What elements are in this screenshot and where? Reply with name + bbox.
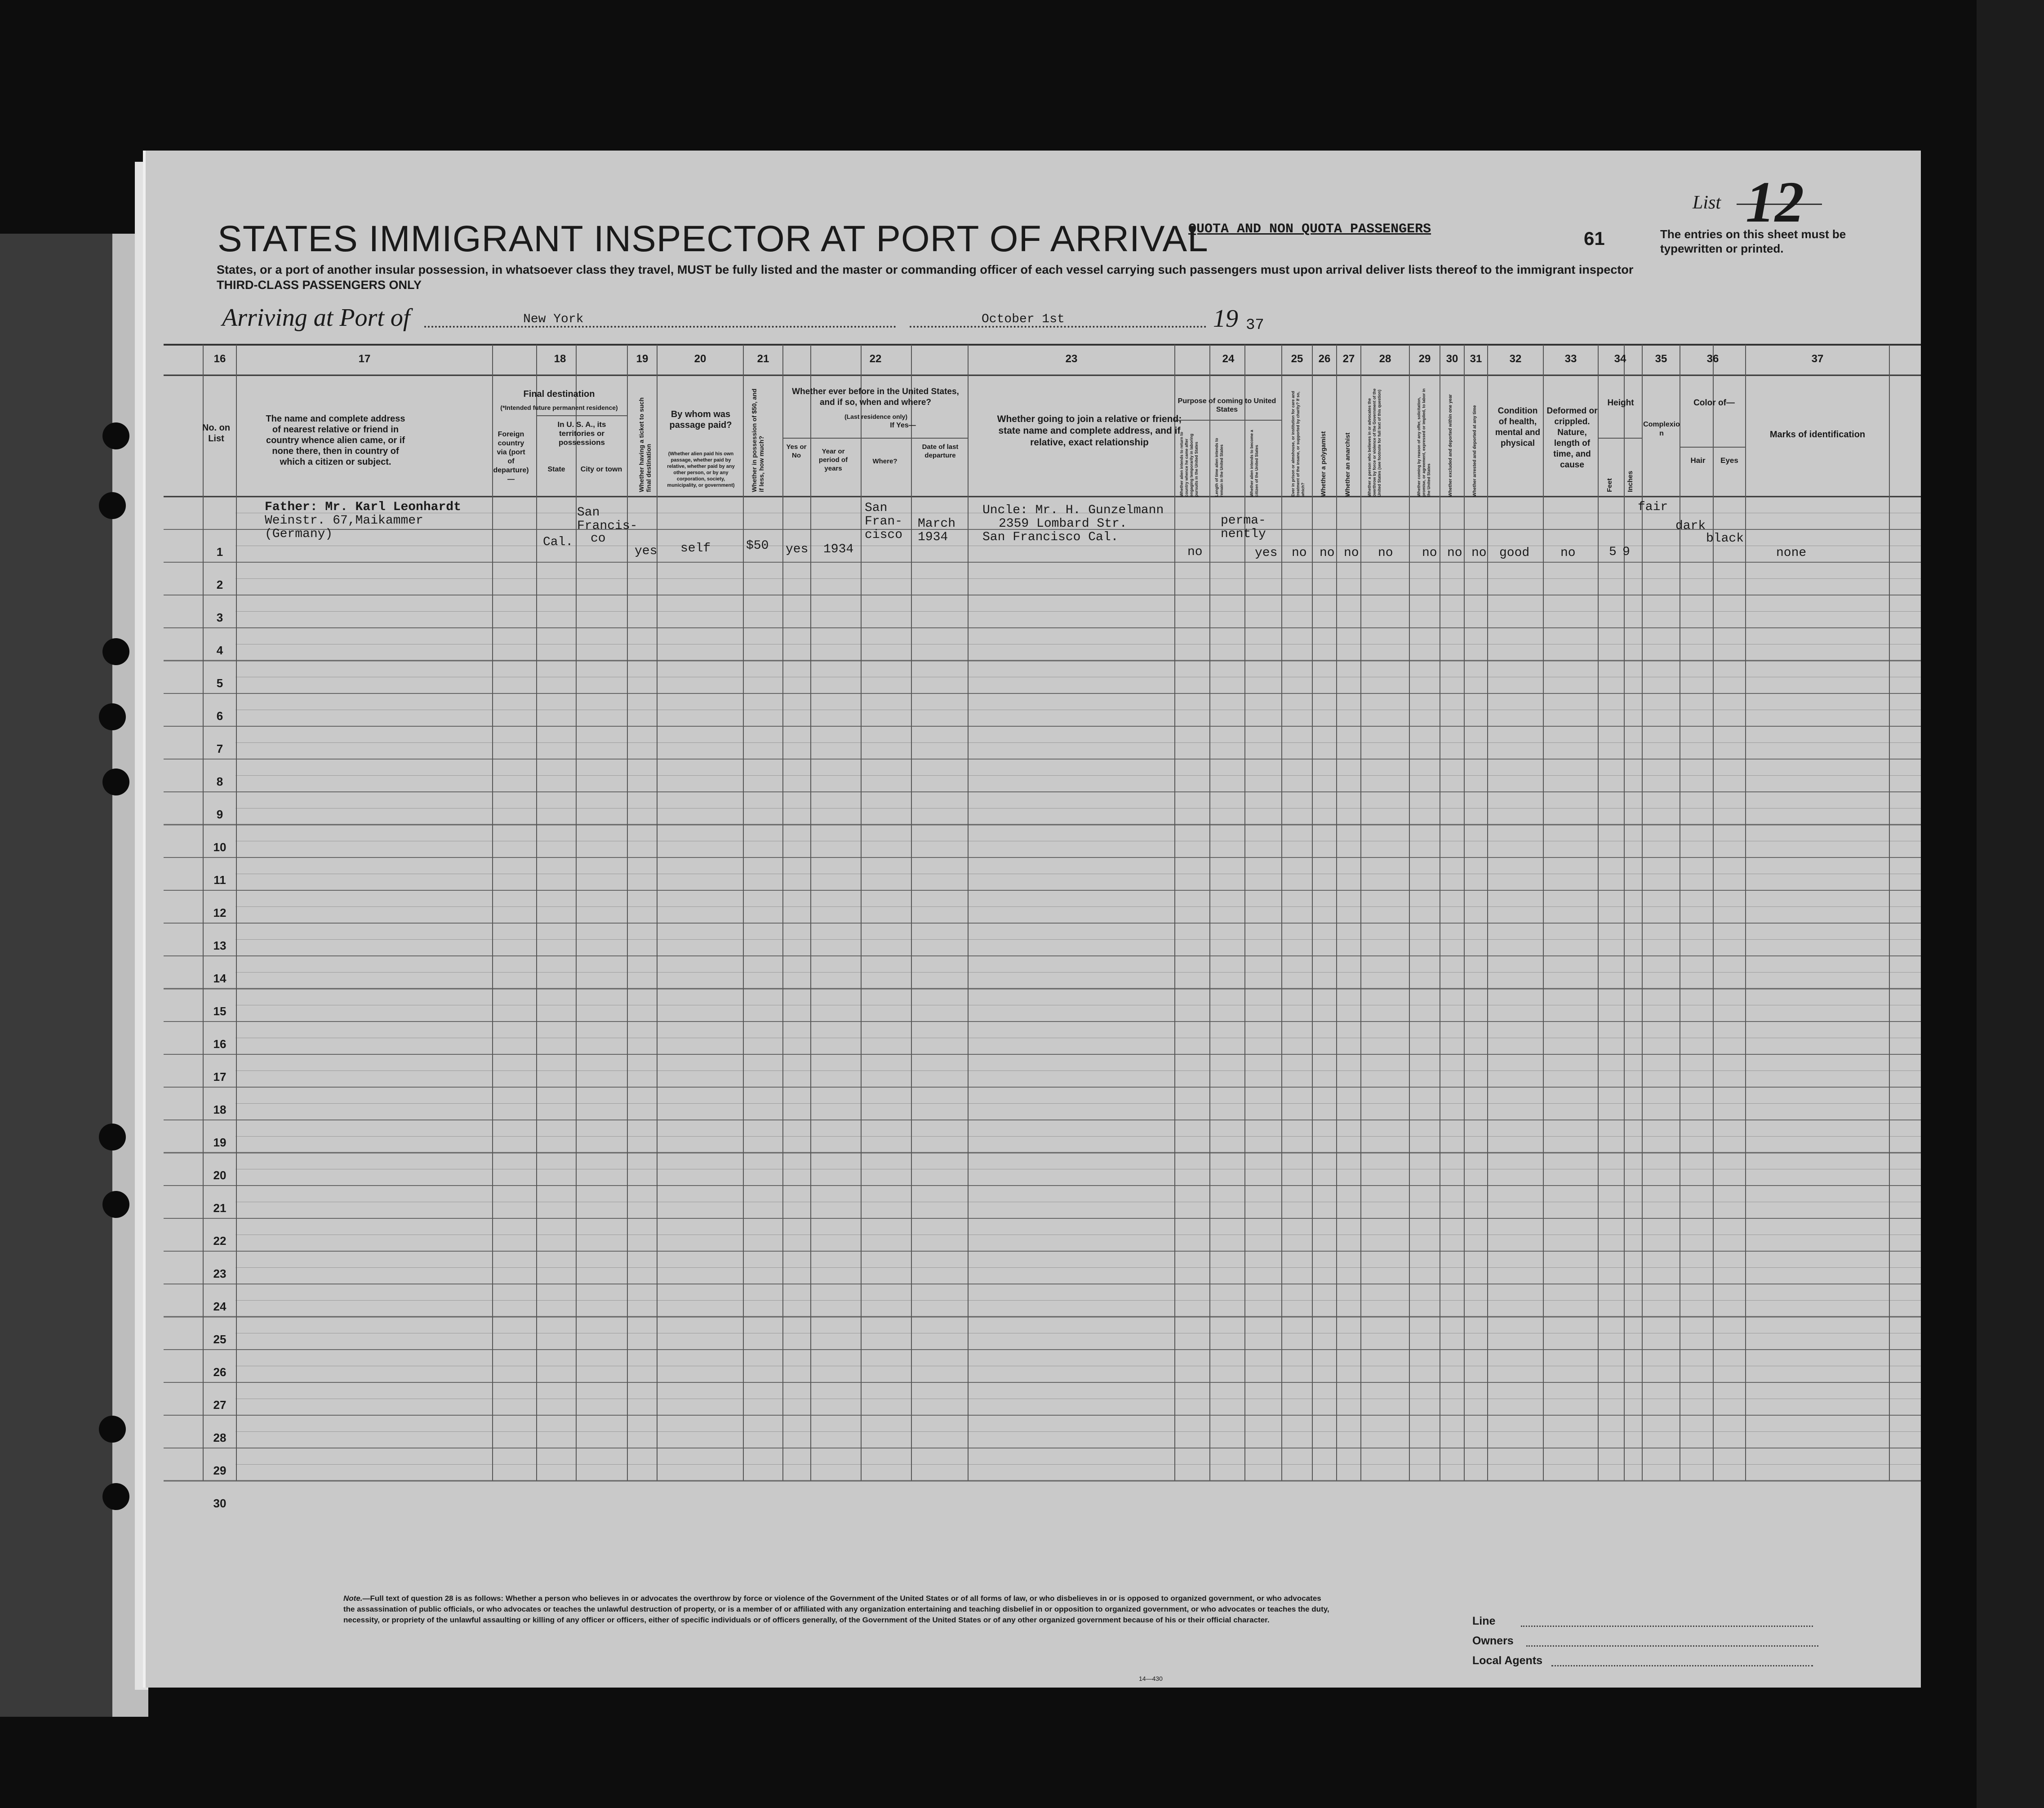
column-number-16: 16 — [213, 353, 226, 365]
column-number-27: 27 — [1342, 353, 1355, 365]
row-number: 23 — [213, 1267, 227, 1280]
row-number: 21 — [213, 1201, 227, 1215]
join-line-1: Uncle: Mr. H. Gunzelmann — [982, 503, 1164, 517]
col29-label: Whether coming by reason of any offer, solicitation, promise, or agreement, expressed or implied, to labor in the United States — [1417, 388, 1431, 497]
complexion-value: fair — [1638, 500, 1668, 514]
relative-line-2: Weinstr. 67,Maikammer — [265, 514, 423, 528]
row-number: 13 — [213, 939, 227, 952]
date-value: October 1st — [982, 312, 1065, 326]
col24-length: Length of time alien intends to remain in the United States — [1214, 438, 1224, 497]
year-suffix: 37 — [1246, 317, 1264, 334]
agents-rule — [1551, 1665, 1813, 1666]
row-number: 27 — [213, 1398, 227, 1412]
citizen-intent-value: yes — [1255, 546, 1278, 560]
col34-inches: Inches — [1626, 471, 1634, 492]
col18-note: (*Intended future permanent residence) — [500, 404, 618, 411]
column-number-29: 29 — [1418, 353, 1431, 365]
col36-label: Color of— — [1693, 398, 1735, 408]
prison-value: no — [1292, 546, 1307, 560]
arriving-label: Arriving at Port of — [222, 304, 410, 332]
form-title: STATES IMMIGRANT INSPECTOR AT PORT OF ARRIVAL — [218, 218, 1209, 259]
col24-citizen: Whether alien intends to become a citizen of the United States — [1249, 430, 1259, 497]
col26-label: Whether a polygamist — [1320, 431, 1327, 497]
relative-line-3: (Germany) — [265, 527, 333, 541]
col34-label: Height — [1607, 398, 1634, 408]
row-number: 10 — [213, 840, 227, 854]
col17-label: The name and complete address of nearest relative or friend in country whence alien came, or if none there, then in country of which a citizen or subject. — [266, 414, 405, 467]
col19-label: Whether having a ticket to such final destination — [638, 397, 652, 492]
column-number-32: 32 — [1509, 353, 1522, 365]
col18-foreign: Foreign country via (port of departure)— — [493, 431, 529, 483]
column-number-23: 23 — [1065, 353, 1078, 365]
line-label: Line — [1472, 1615, 1496, 1627]
binding-hole — [99, 1416, 126, 1443]
departure-line-2: 1934 — [918, 530, 948, 544]
col18-usa: In U. S. A., its territories or possessions — [557, 420, 606, 447]
list-number: 12 — [1746, 170, 1804, 235]
col21-label: Whether in possession of $50, and if less, how much? — [751, 388, 765, 492]
where-line-2: Fran- — [865, 515, 903, 529]
col22-yesno: Yes or No — [786, 443, 807, 459]
row-number: 2 — [216, 578, 223, 591]
owners-label: Owners — [1472, 1635, 1514, 1647]
row-number: 5 — [216, 676, 223, 690]
column-number-20: 20 — [694, 353, 707, 365]
row-number: 8 — [216, 775, 223, 788]
col18-label: Final destination — [523, 389, 595, 399]
deformed-value: no — [1560, 546, 1576, 560]
col27-label: Whether an anarchist — [1344, 432, 1351, 497]
footer-note — [343, 1593, 1332, 1626]
row-number: 28 — [213, 1431, 227, 1444]
col16-label: No. on List — [202, 423, 231, 444]
where-line-1: San — [865, 501, 888, 515]
row-number: 22 — [213, 1234, 227, 1248]
dest-city-1: San — [577, 506, 600, 520]
year-prefix: 19 — [1213, 305, 1238, 333]
excluded-value: no — [1447, 546, 1462, 560]
manifest-sheet — [143, 151, 1921, 1688]
row-number: 29 — [213, 1464, 227, 1477]
col37-label: Marks of identification — [1769, 430, 1866, 440]
col31-label: Whether arrested and deported at any time — [1472, 405, 1477, 497]
binding-hole — [99, 703, 126, 730]
entries-note: The entries on this sheet must be typewritten or printed. — [1660, 227, 1846, 255]
line-rule — [1521, 1626, 1813, 1627]
relative-line-1: Father: Mr. Karl Leonhardt — [265, 500, 461, 514]
col22-label: Whether ever before in the United States, and if so, when and where? — [792, 387, 959, 407]
row-number: 4 — [216, 644, 223, 657]
binding-hole — [99, 1124, 126, 1151]
col22-where: Where? — [872, 458, 898, 465]
row-number: 1 — [216, 545, 223, 559]
dest-city-2: Francis- — [577, 519, 638, 533]
col22-departure: Date of last departure — [922, 443, 959, 459]
column-number-25: 25 — [1291, 353, 1303, 365]
binding-hole — [102, 1483, 129, 1510]
col34-feet: Feet — [1606, 478, 1613, 492]
length-line-1: perma- — [1221, 514, 1266, 528]
column-number-26: 26 — [1318, 353, 1331, 365]
row-number: 17 — [213, 1070, 227, 1084]
departure-line-1: March — [918, 517, 956, 531]
col22-note: (Last residence only) — [844, 413, 908, 420]
health-value: good — [1499, 546, 1530, 560]
column-number-34: 34 — [1614, 353, 1626, 365]
col20-label: By whom was passage paid? — [669, 409, 732, 430]
col24-return: Whether alien intends to return to country whence he came after engaging temporarily in laboring pursuits in the United States — [1179, 431, 1199, 497]
col25-label: Ever in prison or almshouse, or institution for care and treatment of the insane, or supported by charity? If so, which? — [1291, 391, 1305, 497]
subtitle-text: States, or a port of another insular possession, in whatsoever class they travel, MUST be fully listed and the master or commanding officer of each vessel carrying such passengers must upon arrival deliver lists thereof to the immigrant inspector — [217, 263, 1634, 276]
return-intent-value: no — [1187, 545, 1203, 559]
col30-label: Whether excluded and deported within one year — [1448, 394, 1453, 497]
column-number-17: 17 — [358, 353, 371, 365]
row-number: 26 — [213, 1365, 227, 1379]
note-text: —Full text of question 28 is as follows: Whether a person who believes in or advocates the overthrow by force or violence of the Government of the United States or of all forms of law, or who disbelieves in or is opposed to organized government, or who advocates the assassination of public officials, or who advocates or teaches the unlawful destruction of property, or is a member of or affiliated with any organization entertaining and teaching disbelief in or opposition to organized government, or who advocates or teaches the duty, necessity, or propriety of the unlawful assaulting or killing of any officer or officers, either of specific individuals or of officers generally, of the Government of the United States or of any other organized government because of his or their official character. — [343, 1594, 1329, 1624]
join-line-2: 2359 Lombard Str. — [999, 517, 1127, 531]
col23-label: Whether going to join a relative or friend; state name and complete address, and if relative, exact relationship — [997, 414, 1182, 448]
year-value: 1934 — [823, 542, 854, 556]
row-number: 15 — [213, 1004, 227, 1018]
row-number: 11 — [213, 873, 226, 887]
note-label: Note. — [343, 1594, 363, 1603]
col32-label: Condition of health, mental and physical — [1495, 406, 1541, 448]
col28-label: Whether a person who believes in or advocates the overthrow by force or violence of the Government of the United States (see footnote for full text of this question) — [1367, 388, 1382, 497]
overthrow-value: no — [1378, 546, 1393, 560]
col20-note: (Whether alien paid his own passage, whether paid by relative, whether paid by any other person, or by any corporation, society, municipality, or government) — [667, 451, 735, 488]
marks-value: none — [1776, 546, 1807, 560]
binding-hole — [102, 769, 129, 795]
column-number-28: 28 — [1379, 353, 1391, 365]
row-number: 20 — [213, 1168, 227, 1182]
column-number-37: 37 — [1811, 353, 1824, 365]
where-line-3: cisco — [865, 528, 903, 542]
column-number-18: 18 — [554, 353, 566, 365]
row-number: 7 — [216, 742, 223, 755]
sheet-number: 61 — [1584, 228, 1605, 249]
row-number: 18 — [213, 1103, 227, 1116]
row-number: 6 — [216, 709, 223, 723]
row-number: 24 — [213, 1300, 227, 1313]
deported-value: no — [1471, 546, 1487, 560]
column-number-21: 21 — [757, 353, 769, 365]
scanner-border — [1977, 0, 2044, 1808]
class-line: THIRD-CLASS PASSENGERS ONLY — [217, 278, 422, 292]
row-number: 19 — [213, 1136, 227, 1149]
col36-hair: Hair — [1690, 456, 1706, 465]
anarchist-value: no — [1344, 546, 1359, 560]
binding-hole — [102, 422, 129, 449]
binding-hole — [102, 1191, 129, 1218]
before-in-us-value: yes — [786, 542, 809, 556]
col35-label: Complexion — [1643, 421, 1680, 437]
dest-state: Cal. — [543, 535, 573, 549]
column-number-19: 19 — [636, 353, 649, 365]
ticket-value: yes — [635, 544, 658, 558]
col22-ifyes: If Yes— — [890, 422, 916, 429]
column-number-31: 31 — [1470, 353, 1482, 365]
owners-rule — [1526, 1645, 1818, 1647]
height-feet-value: 5 — [1609, 545, 1617, 559]
height-inches-value: 9 — [1622, 545, 1630, 559]
manifest-grid — [146, 151, 1921, 1688]
col18-state: State — [547, 466, 565, 473]
column-number-36: 36 — [1706, 353, 1719, 365]
row-number: 25 — [213, 1333, 227, 1346]
col22-years: Year or period of years — [818, 448, 848, 472]
col36-eyes: Eyes — [1720, 456, 1738, 465]
col18-city: City or town — [580, 466, 622, 473]
paid-by-value: self — [680, 542, 711, 555]
hair-value: dark — [1675, 519, 1706, 533]
binding-hole — [102, 638, 129, 665]
form-number: 14—430 — [1139, 1675, 1163, 1682]
polygamist-value: no — [1320, 546, 1335, 560]
row-number: 16 — [213, 1037, 227, 1051]
row-number: 30 — [213, 1497, 227, 1510]
list-label: List — [1693, 192, 1721, 213]
col33-label: Deformed or crippled. Nature, length of time, and cause — [1546, 406, 1598, 470]
column-number-24: 24 — [1222, 353, 1235, 365]
row-number: 9 — [216, 808, 223, 821]
eyes-value: black — [1706, 532, 1744, 546]
column-number-22: 22 — [869, 353, 882, 365]
length-line-2: nently — [1221, 527, 1266, 541]
join-line-3: San Francisco Cal. — [982, 530, 1119, 544]
column-number-30: 30 — [1446, 353, 1458, 365]
port-value: New York — [523, 312, 584, 326]
col24-label: Purpose of coming to United States — [1178, 397, 1276, 413]
quota-label: QUOTA AND NON QUOTA PASSENGERS — [1188, 222, 1431, 237]
binding-hole — [99, 492, 126, 519]
row-number: 12 — [213, 906, 227, 920]
labor-offer-value: no — [1422, 546, 1437, 560]
money-value: $50 — [746, 539, 769, 553]
dest-city-3: co — [591, 532, 606, 546]
column-number-35: 35 — [1655, 353, 1667, 365]
row-number: 14 — [213, 972, 227, 985]
column-number-33: 33 — [1564, 353, 1577, 365]
row-number: 3 — [216, 611, 223, 624]
agents-label: Local Agents — [1472, 1654, 1543, 1667]
